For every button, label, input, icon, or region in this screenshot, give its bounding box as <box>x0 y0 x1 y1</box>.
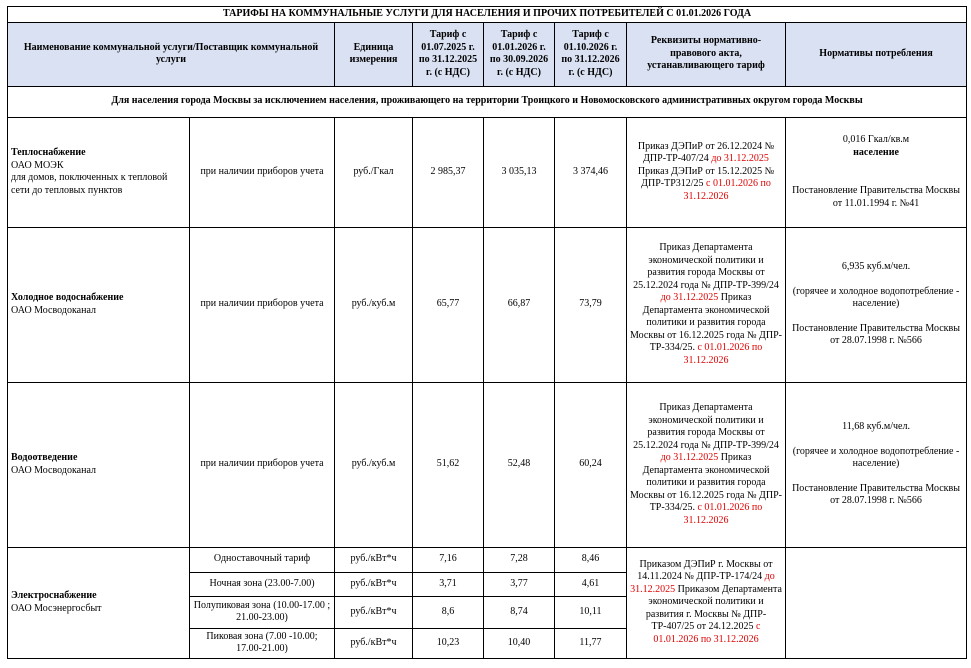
norm-empty <box>786 547 967 658</box>
header-tariff-1: Тариф с 01.07.2025 г. по 31.12.2025 г. (с НДС) <box>413 22 484 86</box>
act-text: Приказ ДЭПиР от 26.12.2024 № ДПР-ТР-407/24 <box>637 140 775 165</box>
tariff-3: 73,79 <box>555 227 627 382</box>
legal-act <box>627 227 786 382</box>
norm <box>786 227 967 382</box>
service-provider: ОАО Мосводоканал <box>11 304 96 316</box>
act-validity: до 31.12.2025 <box>711 153 769 165</box>
service-name: Холодное водоснабжение <box>11 292 124 303</box>
condition: Пиковая зона (7.00 -10.00; 17.00-21.00) <box>190 628 335 658</box>
tariff-3: 60,24 <box>555 382 627 547</box>
act-validity: до 31.12.2025 <box>660 292 719 303</box>
tariff-1: 51,62 <box>413 382 484 547</box>
tariff-2: 10,40 <box>484 628 555 658</box>
service-heat <box>8 117 190 227</box>
tariff-2: 3,77 <box>484 572 555 596</box>
legal-act <box>627 547 786 658</box>
section-heading: Для населения города Москвы за исключением населения, проживающего на территории Троицкого и Новомосковского административных округом города Москвы <box>8 86 967 117</box>
norm-value: 0,016 Гкал/кв.м <box>842 134 910 145</box>
norm-value: 11,68 куб.м/чел. <box>842 421 910 433</box>
service-note: для домов, поключенных к тепловой сети до тепловых пунктов <box>11 172 168 196</box>
unit: руб./кВт*ч <box>335 547 413 572</box>
tariff-1: 7,16 <box>413 547 484 572</box>
service-name: Электроснабжение <box>11 590 97 601</box>
legal-act <box>627 382 786 547</box>
act-validity: с 01.01.2026 по 31.12.2026 <box>683 178 771 202</box>
act-text: Приказ Департамента экономической политики и развития города Москвы от 25.12.2024 года № ДПР-ТР-399/24 <box>633 242 779 291</box>
header-unit: Единица измерения <box>335 22 413 86</box>
norm-consumer: население <box>853 146 899 158</box>
norm-value: 6,935 куб.м/чел. <box>841 261 911 273</box>
table-row-heat <box>8 117 967 227</box>
condition: при наличии приборов учета <box>190 227 335 382</box>
tariff-3: 11,77 <box>555 628 627 658</box>
norm-document: Постановление Правительства Москвы от 28.07.1998 г. №566 <box>792 322 960 347</box>
act-text: Приказ ДЭПиР от 15.12.2025 № ДПР-ТР312/25 <box>637 165 775 190</box>
tariff-table <box>7 6 967 659</box>
tariff-2: 7,28 <box>484 547 555 572</box>
norm-consumer: (горячее и холодное водопотребление - население) <box>792 285 960 310</box>
tariff-2: 8,74 <box>484 596 555 628</box>
tariff-2: 52,48 <box>484 382 555 547</box>
tariff-1: 65,77 <box>413 227 484 382</box>
tariff-3: 4,61 <box>555 572 627 596</box>
act-text: Приказ Департамента экономической политики и развития города Москвы от 16.12.2025 года № ДПР-ТР-334/25. <box>630 452 782 513</box>
norm-document: Постановление Правительства Москвы от 28.07.1998 г. №566 <box>792 482 960 507</box>
unit: руб./кВт*ч <box>335 628 413 658</box>
header-tariff-3: Тариф с 01.10.2026 г. по 31.12.2026 г. (с НДС) <box>555 22 627 86</box>
tariff-3: 10,11 <box>555 596 627 628</box>
act-text: Приказ Департамента экономической политики и развития города Москвы от 16.12.2025 года № ДПР-ТР-334/25. <box>630 292 782 353</box>
norm-document: Постановление Правительства Москвы от 11.01.1994 г. №41 <box>792 185 960 209</box>
header-norm: Нормативы потребления <box>786 22 967 86</box>
tariff-1: 10,23 <box>413 628 484 658</box>
act-text: Приказом Департамента экономической политики и развития г. Москвы № ДПР-ТР-407/25 от 24.12.2025 <box>645 583 782 633</box>
table-row-drainage <box>8 382 967 547</box>
header-act: Реквизиты нормативно-правового акта, устанавливающего тариф <box>627 22 786 86</box>
tariff-2: 3 035,13 <box>484 117 555 227</box>
header-tariff-2: Тариф с 01.01.2026 г. по 30.09.2026 г. (с НДС) <box>484 22 555 86</box>
condition: при наличии приборов учета <box>190 117 335 227</box>
service-provider: ОАО Мосводоканал <box>11 464 96 476</box>
act-text: Приказ Департамента экономической политики и развития города Москвы от 25.12.2024 года № ДПР-ТР-399/24 <box>633 402 779 451</box>
unit: руб./куб.м <box>335 382 413 547</box>
header-service: Наименование коммунальной услуги/Поставщик коммунальной услуги <box>8 22 335 86</box>
service-provider: ОАО МОЭК <box>11 159 64 171</box>
tariff-1: 2 985,37 <box>413 117 484 227</box>
act-text: Приказом ДЭПиР г. Москвы от 14.11.2024 № ДПР-ТР-174/24 <box>637 558 773 583</box>
service-electricity <box>8 547 190 658</box>
norm <box>786 117 967 227</box>
norm-consumer: (горячее и холодное водопотребление - население) <box>792 445 960 470</box>
act-validity: до 31.12.2025 <box>660 452 719 463</box>
table-row-electricity <box>8 547 967 572</box>
service-drainage <box>8 382 190 547</box>
unit: руб./куб.м <box>335 227 413 382</box>
tariff-2: 66,87 <box>484 227 555 382</box>
tariff-1: 3,71 <box>413 572 484 596</box>
service-cold-water <box>8 227 190 382</box>
condition: Ночная зона (23.00-7.00) <box>190 572 335 596</box>
condition: при наличии приборов учета <box>190 382 335 547</box>
unit: руб./кВт*ч <box>335 596 413 628</box>
unit: руб./кВт*ч <box>335 572 413 596</box>
service-provider: ОАО Мосэнергосбыт <box>11 602 102 614</box>
act-validity: с 01.01.2026 по 31.12.2026 <box>683 502 763 526</box>
act-validity: с 01.01.2026 по 31.12.2026 <box>653 621 761 645</box>
service-name: Водоотведение <box>11 452 78 463</box>
tariff-3: 8,46 <box>555 547 627 572</box>
table-title: ТАРИФЫ НА КОММУНАЛЬНЫЕ УСЛУГИ ДЛЯ НАСЕЛЕНИЯ И ПРОЧИХ ПОТРЕБИТЕЛЕЙ С 01.01.2026 ГОДА <box>8 7 967 23</box>
act-validity: до 31.12.2025 <box>630 571 775 595</box>
legal-act <box>627 117 786 227</box>
table-row-cold-water <box>8 227 967 382</box>
unit: руб./Гкал <box>335 117 413 227</box>
tariff-1: 8,6 <box>413 596 484 628</box>
norm <box>786 382 967 547</box>
act-validity: с 01.01.2026 по 31.12.2026 <box>683 342 763 366</box>
condition: Полупиковая зона (10.00-17.00 ; 21.00-23.00) <box>190 596 335 628</box>
service-name: Теплоснабжение <box>11 147 86 158</box>
tariff-3: 3 374,46 <box>555 117 627 227</box>
condition: Одноставочный тариф <box>190 547 335 572</box>
